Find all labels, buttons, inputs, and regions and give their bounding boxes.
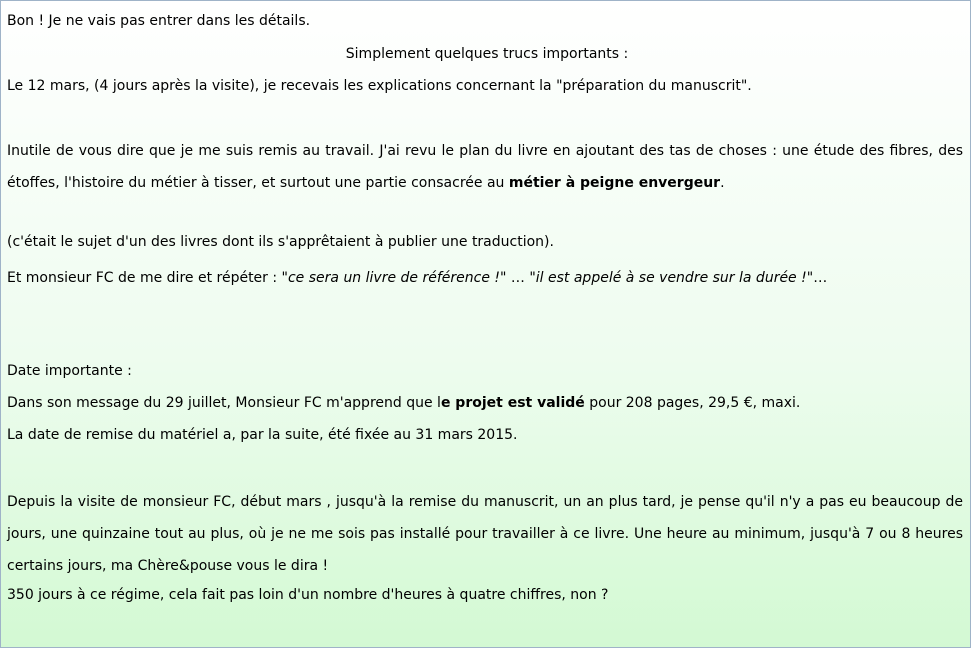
effort-paragraph: Depuis la visite de monsieur FC, début mars , jusqu'à la remise du manuscrit, un an plus tard, je pense qu'il n'y a pas eu beaucoup de jours, une quinzaine tout au plus, où je ne me sois pas installé pour travailler à ce livre. Une heure au minimum, jusqu'à 7 ou 8 heures certains jours, ma Chère&pouse vous le dira !: [7, 494, 963, 574]
plan-text-end: .: [720, 175, 725, 191]
quote-reference: ce sera un livre de référence !: [287, 270, 500, 286]
deadline-line: La date de remise du matériel a, par la suite, été fixée au 31 mars 2015.: [7, 427, 518, 443]
quote-intro: Et monsieur FC de me dire et répéter : ": [7, 270, 288, 286]
validation-start: Dans son message du 29 juillet, Monsieur FC m'apprend que l: [7, 395, 441, 411]
closing-line: 350 jours à ce régime, cela fait pas loin d'un nombre d'heures à quatre chiffres, non ?: [7, 587, 609, 603]
quote-end: "…: [806, 270, 828, 286]
dates-heading: Date importante :: [7, 363, 132, 379]
date-line: Le 12 mars, (4 jours après la visite), je recevais les explications concernant la "préparation du manuscrit".: [7, 78, 752, 94]
subtitle-line: Simplement quelques trucs importants :: [345, 46, 629, 62]
intro-line: Bon ! Je ne vais pas entrer dans les détails.: [7, 13, 311, 29]
plan-text-start: Inutile de vous dire que je me suis remis au travail. J'ai revu le plan du livre en ajoutant des tas de choses : une étude des fibres, des étoffes, l'histoire du métier à tisser, et surtout une partie consacrée au: [7, 143, 963, 191]
plan-text: [7, 135, 963, 199]
validation-line: [7, 391, 800, 415]
validation-end: pour 208 pages, 29,5 €, maxi.: [584, 395, 801, 411]
quote-paragraph: [7, 262, 937, 294]
work-paragraph: [7, 135, 963, 199]
paren-line: (c'était le sujet d'un des livres dont ils s'apprêtaient à publier une traduction).: [7, 234, 554, 250]
loom-highlight: métier à peigne envergeur: [508, 175, 721, 191]
quote-duration: il est appelé à se vendre sur la durée !: [535, 270, 807, 286]
quote-separator: " … ": [500, 270, 536, 286]
validation-bold: e projet est validé: [440, 395, 585, 411]
